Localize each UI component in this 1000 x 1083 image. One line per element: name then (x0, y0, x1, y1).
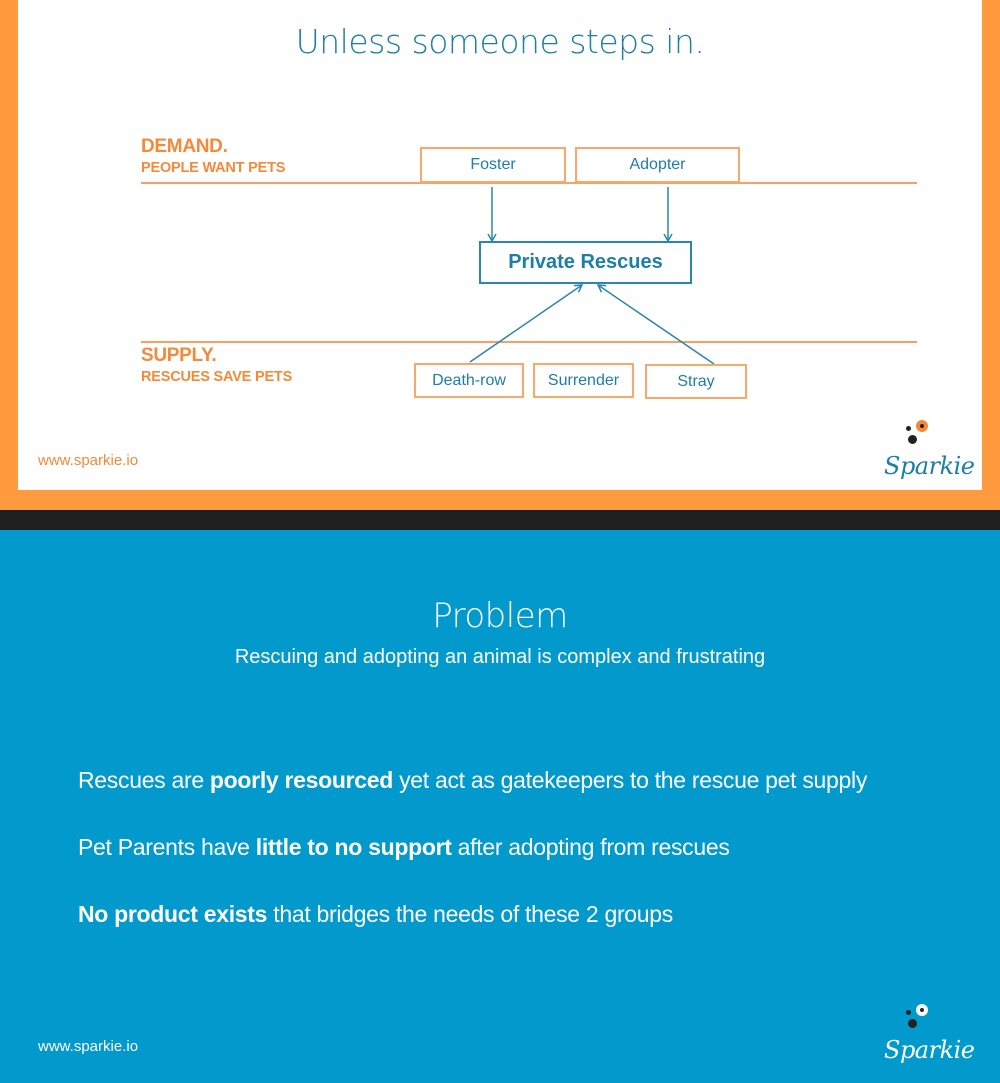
slide-problem (0, 530, 1000, 1083)
box-surrender: Surrender (533, 363, 634, 398)
logo-nose-icon (908, 435, 917, 444)
box-foster: Foster (420, 147, 566, 183)
point-emphasis: poorly resourced (209, 767, 394, 793)
demand-heading: DEMAND. (141, 136, 228, 157)
point-text: after adopting from rescues (451, 834, 730, 860)
problem-subtitle: Rescuing and adopting an animal is complex and frustrating (234, 646, 766, 668)
website-link[interactable]: www.sparkie.io (38, 452, 139, 469)
problem-point (78, 834, 730, 861)
point-text: that bridges the needs of these 2 groups (267, 901, 673, 927)
problem-title: Problem (432, 596, 568, 636)
slide-divider (0, 510, 1000, 530)
problem-point (78, 767, 867, 794)
box-adopter: Adopter (575, 147, 740, 183)
slide-demand-supply (18, 0, 982, 490)
logo-nose-icon (908, 1019, 917, 1028)
logo-wordmark: Sparkie (884, 452, 975, 480)
logo-pupil-icon (920, 424, 924, 428)
arrow-deathrow-to-rescues (470, 285, 582, 362)
sparkie-logo (884, 1002, 975, 1064)
point-text: yet act as gatekeepers to the rescue pet supply (393, 767, 868, 793)
box-stray: Stray (645, 364, 747, 399)
supply-label (141, 345, 292, 385)
website-link[interactable]: www.sparkie.io (38, 1038, 139, 1055)
supply-heading: SUPPLY. (141, 345, 217, 366)
box-death-row: Death-row (414, 363, 524, 398)
point-text: Pet Parents have (78, 834, 256, 860)
logo-wordmark: Sparkie (884, 1036, 975, 1064)
demand-label (141, 136, 285, 176)
supply-line (141, 341, 917, 343)
slide-title: Unless someone steps in. (295, 22, 705, 61)
demand-subheading: PEOPLE WANT PETS (141, 160, 286, 176)
sparkie-logo (884, 418, 975, 480)
supply-subheading: RESCUES SAVE PETS (141, 369, 293, 385)
logo-dot-icon (906, 426, 911, 431)
arrow-stray-to-rescues (598, 285, 714, 364)
problem-point (78, 901, 673, 928)
box-private-rescues: Private Rescues (479, 241, 692, 284)
point-emphasis: little to no support (255, 834, 452, 860)
logo-pupil-icon (920, 1008, 924, 1012)
logo-dot-icon (906, 1010, 911, 1015)
point-text: Rescues are (78, 767, 210, 793)
point-emphasis: No product exists (78, 901, 268, 927)
